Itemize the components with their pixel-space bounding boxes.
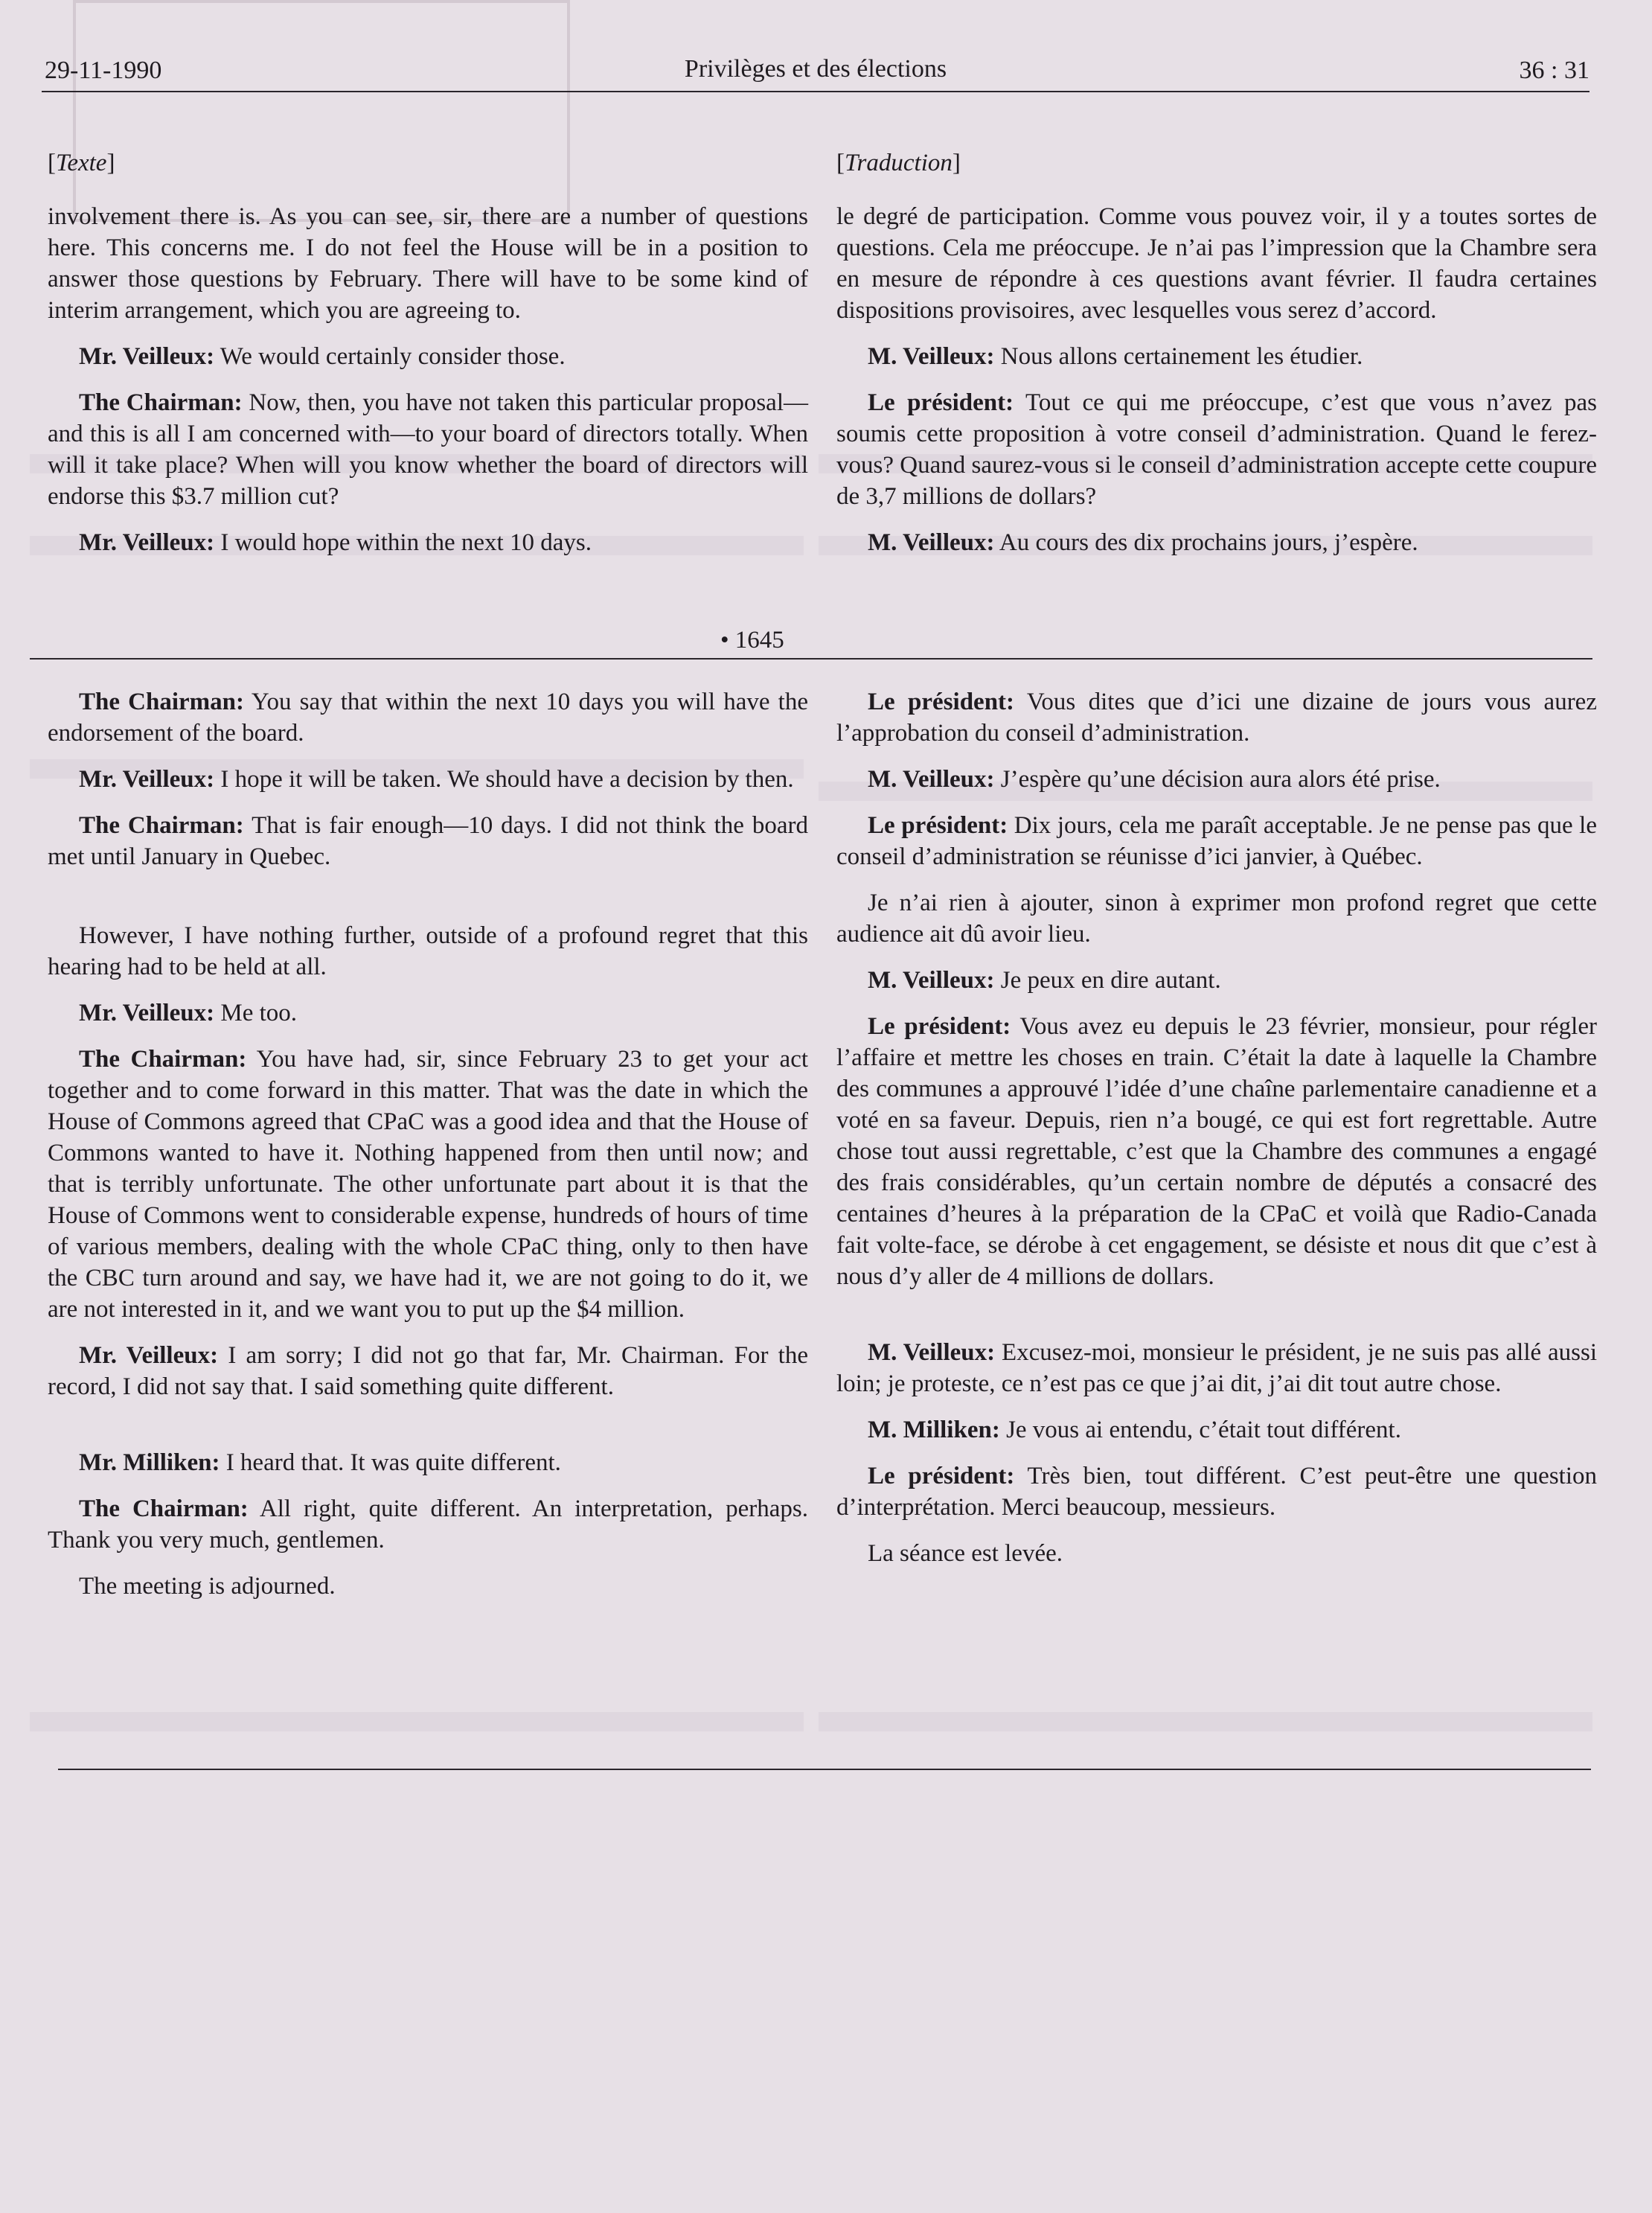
paragraph: The Chairman: You say that within the next 10 days you will have the endorsement of the board. — [48, 689, 808, 747]
paragraph: M. Veilleux: J’espère qu’une décision aura alors été prise. — [868, 766, 1441, 793]
paragraph: le degré de participation. Comme vous pouvez voir, il y a toutes sortes de questions. Cela me préoccupe. Je n’ai pas l’impression que la Chambre sera en mesure de répondre à ces questions avant février. Il faudra certaines dispositions provisoires, avec lesquelles vous serez d’accord. — [836, 203, 1597, 324]
paragraph: Le président: Vous dites que d’ici une dizaine de jours vous aurez l’approbation du conseil d’administration. — [836, 689, 1597, 747]
running-header — [42, 49, 1589, 91]
paragraph: involvement there is. As you can see, sir, there are a number of questions here. This concerns me. I do not feel the House will be in a position to answer those questions by February. There will have to be some kind of interim arrangement, which you are agreeing to. — [48, 203, 808, 324]
header-date: 29-11-1990 — [45, 57, 162, 84]
paragraph: M. Milliken: Je vous ai entendu, c’était tout différent. — [868, 1417, 1401, 1443]
paragraph: The Chairman: That is fair enough—10 days. I did not think the board met until January in Quebec. — [48, 812, 809, 870]
header-page-number: 36 : 31 — [1519, 57, 1589, 84]
paragraph: M. Veilleux: Excusez-moi, monsieur le président, je ne suis pas allé aussi loin; je proteste, ce n’est pas ce que j’ai dit, j’ai dit tout autre chose. — [836, 1339, 1597, 1397]
right-column-upper — [836, 147, 1597, 558]
paragraph: Mr. Veilleux: I would hope within the next 10 days. — [79, 529, 592, 556]
paragraph: Mr. Veilleux: We would certainly consider those. — [79, 343, 566, 370]
footer-rule — [58, 1769, 1591, 1770]
paragraph: M. Veilleux: Au cours des dix prochains jours, j’espère. — [868, 529, 1418, 556]
left-column-lower — [48, 686, 808, 1602]
paragraph: Mr. Veilleux: I am sorry; I did not go that far, Mr. Chairman. For the record, I did not say that. I said something quite different. — [48, 1342, 808, 1400]
paragraph: Le président: Tout ce qui me préoccupe, c’est que vous n’avez pas soumis cette proposition à votre conseil d’administration. Quand le ferez-vous? Quand saurez-vous si le conseil d’administration accepte cette coupure de 3,7 millions de dollars? — [836, 389, 1598, 510]
left-column-upper — [48, 147, 808, 558]
paragraph: Mr. Veilleux: Me too. — [79, 1000, 298, 1026]
paragraph: The meeting is adjourned. — [79, 1573, 336, 1600]
paragraph: Le président: Très bien, tout différent. C’est peut-être une question d’interprétation. Merci beaucoup, messieurs. — [836, 1463, 1598, 1521]
paragraph: The Chairman: You have had, sir, since February 23 to get your act together and to come forward in this matter. That was the date in which the House of Commons agreed that CPaC was a good idea and that the House of Commons wanted to have it. Nothing happened from then until now; and that is terribly unfortunate. The other unfortunate part about it is that the House of Commons went to considerable expense, hundreds of hours of time of various members, dealing with the whole CPaC thing, only to then have the CBC turn around and say, we have had it, we are not going to do it, we are not interested in it, and we want you to put up the $4 million. — [48, 1046, 809, 1323]
paragraph: M. Veilleux: Nous allons certainement les étudier. — [868, 343, 1363, 370]
paragraph: However, I have nothing further, outside of a profound regret that this hearing had to be held at all. — [48, 922, 808, 980]
paragraph: Mr. Veilleux: I hope it will be taken. We should have a decision by then. — [79, 766, 794, 793]
lead-label-right: [Traduction] — [836, 150, 961, 176]
paragraph: The Chairman: Now, then, you have not taken this particular proposal—and this is all I am concerned with—to your board of directors totally. When will it take place? When will you know whether the board of directors will endorse this $3.7 million cut? — [48, 389, 808, 510]
paragraph: Le président: Dix jours, cela me paraît acceptable. Je ne pense pas que le conseil d’administration se réunisse d’ici janvier, à Québec. — [836, 812, 1597, 870]
time-marker: • 1645 — [720, 627, 784, 654]
paragraph: Mr. Milliken: I heard that. It was quite different. — [79, 1449, 561, 1476]
paragraph: The Chairman: All right, quite different. An interpretation, perhaps. Thank you very much, gentlemen. — [48, 1495, 808, 1553]
paragraph: Le président: Vous avez eu depuis le 23 février, monsieur, pour régler l’affaire et mettre les choses en train. C’était la date à laquelle la Chambre des communes a approuvé l’idée d’une chaîne parlementaire canadienne et a voté en sa faveur. Depuis, rien n’a bougé, ce qui est fort regrettable. Autre chose tout aussi regrettable, c’est que la Chambre des communes a engagé des frais considérables, qu’un certain nombre de députés a consacré des centaines d’heures à la préparation de la CPaC et voilà que Radio-Canada fait volte-face, se dérobe à cet engagement, se désiste et nous dit que c’est à nous d’y aller de 4 millions de dollars. — [836, 1013, 1597, 1290]
lead-label-left: [Texte] — [48, 150, 115, 176]
paragraph: Je n’ai rien à ajouter, sinon à exprimer mon profond regret que cette audience ait dû avoir lieu. — [836, 890, 1597, 948]
header-title: Privilèges et des élections — [684, 55, 947, 83]
header-rule — [42, 91, 1589, 92]
paragraph: M. Veilleux: Je peux en dire autant. — [868, 967, 1221, 994]
section-separator — [30, 658, 1592, 660]
paragraph: La séance est levée. — [868, 1540, 1063, 1567]
right-column-lower — [836, 686, 1597, 1569]
